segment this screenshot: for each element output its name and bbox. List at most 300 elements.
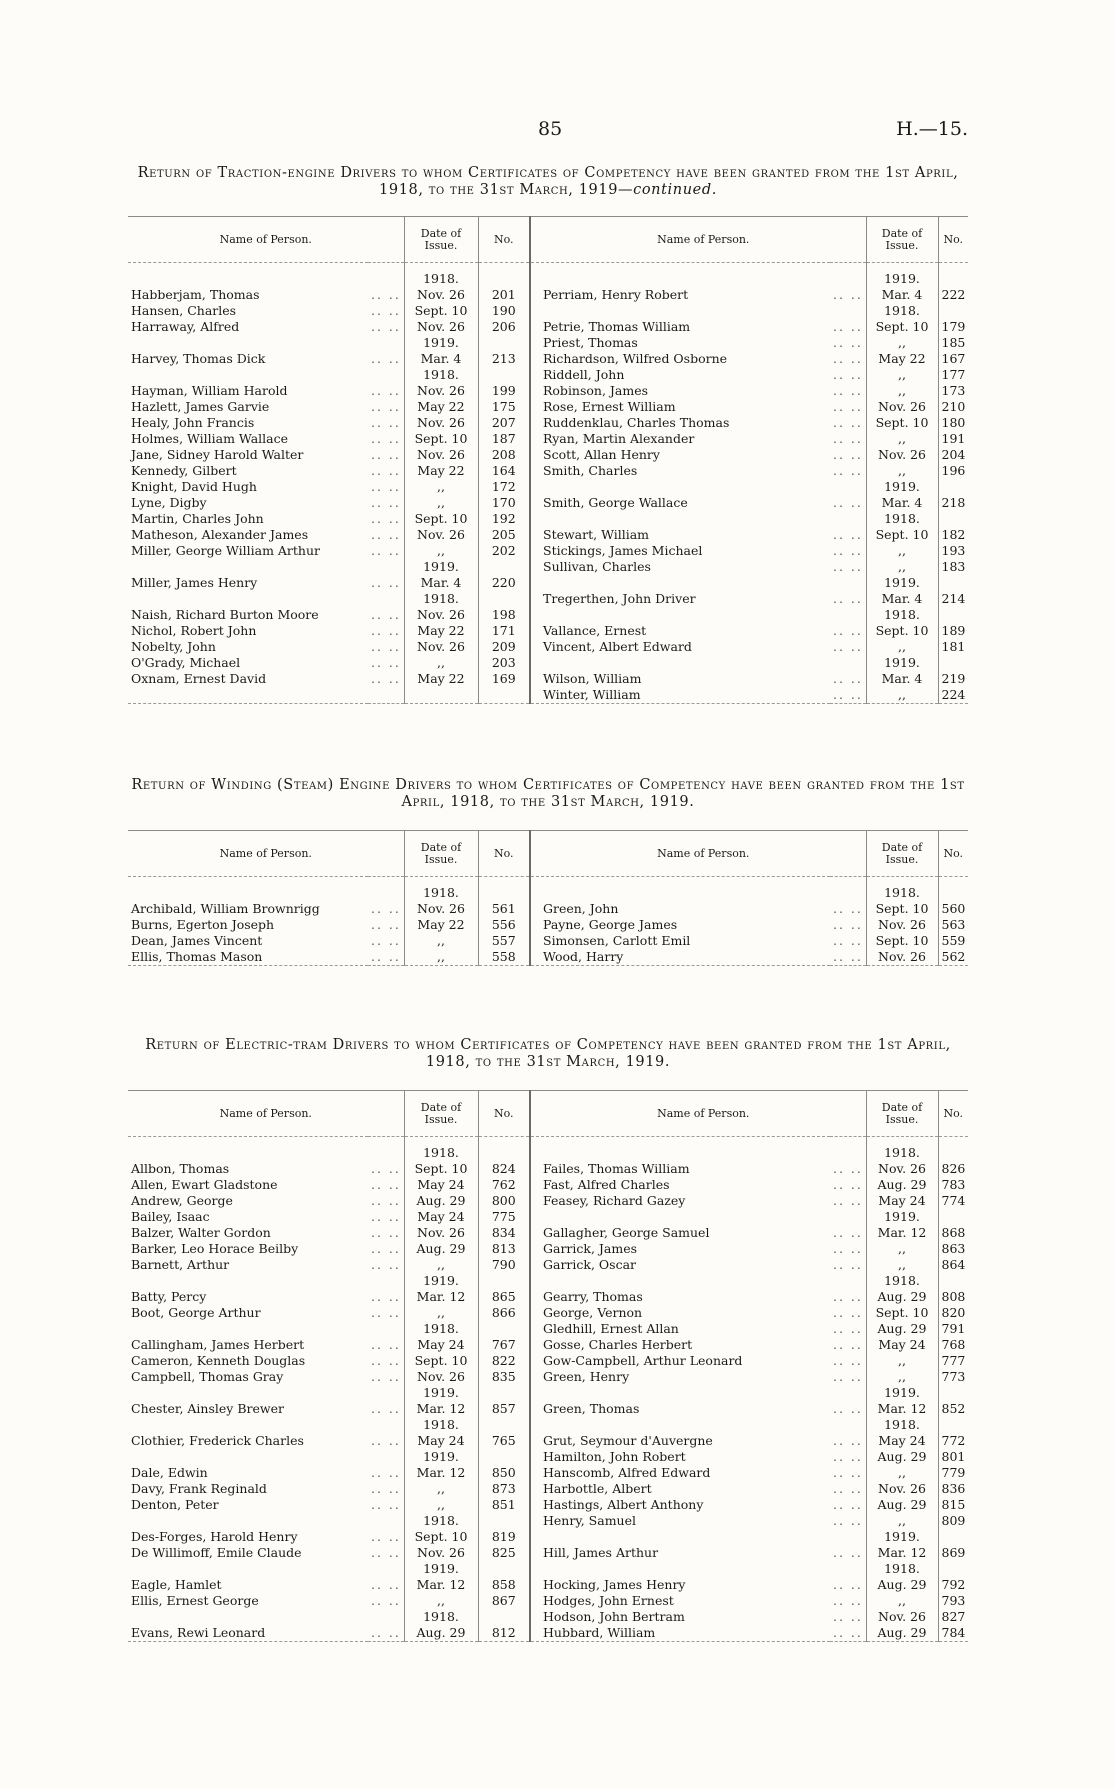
right-date-of-issue: Nov. 26: [866, 1609, 938, 1625]
left-certificate-no: 170: [478, 495, 530, 511]
right-leader-dots: .. ..: [833, 319, 863, 334]
left-certificate-no: [478, 1145, 530, 1161]
left-leader-dots: [368, 367, 404, 383]
table-row: [128, 1321, 968, 1337]
right-certificate-no: 182: [938, 527, 968, 543]
column-header-name: Name of Person.: [530, 831, 866, 877]
left-leader-dots: .. ..: [371, 1577, 401, 1592]
left-leader-dots: .. ..: [371, 431, 401, 446]
left-date-of-issue: Nov. 26: [404, 607, 478, 623]
right-leader-dots: .. ..: [833, 287, 863, 302]
traction-engine-drivers-table: [128, 216, 968, 704]
right-certificate-no: 193: [938, 543, 968, 559]
left-certificate-no: [478, 335, 530, 351]
right-date-of-issue: Aug. 29: [866, 1177, 938, 1193]
section-title-electric-tram: [128, 1037, 968, 1071]
right-leader-dots: .. ..: [833, 415, 863, 430]
right-leader-dots: .. ..: [833, 1305, 863, 1320]
right-date-of-issue: 1918.: [866, 1561, 938, 1577]
left-leader-dots: .. ..: [371, 1305, 401, 1320]
table-row: [128, 1177, 968, 1193]
table-row: [128, 479, 968, 495]
right-certificate-no: [938, 655, 968, 671]
spacer-cell: [938, 263, 968, 272]
left-certificate-no: 171: [478, 623, 530, 639]
right-person-name: Hocking, James Henry: [530, 1577, 830, 1593]
left-date-of-issue: Sept. 10: [404, 1161, 478, 1177]
table-row: [128, 463, 968, 479]
right-certificate-no: [938, 271, 968, 287]
right-certificate-no: 783: [938, 1177, 968, 1193]
left-person-name: [128, 559, 368, 575]
right-person-name: Hodson, John Bertram: [530, 1609, 830, 1625]
page-number: 85: [538, 118, 563, 140]
left-leader-dots: .. ..: [371, 1593, 401, 1608]
table-row: [128, 1593, 968, 1609]
right-certificate-no: 792: [938, 1577, 968, 1593]
right-certificate-no: 204: [938, 447, 968, 463]
right-leader-dots: .. ..: [833, 1513, 863, 1528]
right-person-name: [530, 655, 830, 671]
table-row: [128, 1305, 968, 1321]
right-person-name: [530, 1417, 830, 1433]
left-person-name: Des-Forges, Harold Henry: [131, 1529, 298, 1544]
table-row: [128, 511, 968, 527]
page-header: [0, 118, 1114, 142]
right-date-of-issue: ,,: [866, 367, 938, 383]
left-certificate-no: [478, 1321, 530, 1337]
left-date-of-issue: Nov. 26: [404, 1369, 478, 1385]
left-person-name: Matheson, Alexander James: [131, 527, 309, 542]
table-row: [128, 527, 968, 543]
right-date-of-issue: 1918.: [866, 607, 938, 623]
right-leader-dots: .. ..: [833, 495, 863, 510]
spacer-cell: [938, 1137, 968, 1146]
right-date-of-issue: Mar. 12: [866, 1545, 938, 1561]
table-row: [128, 575, 968, 591]
right-person-name: Grut, Seymour d'Auvergne: [530, 1433, 830, 1449]
left-certificate-no: 557: [478, 933, 530, 949]
left-person-name: Miller, James Henry: [131, 575, 258, 590]
table-row: [128, 319, 968, 335]
right-leader-dots: .. ..: [833, 1577, 863, 1592]
table-row: [128, 607, 968, 623]
right-leader-dots: .. ..: [833, 1369, 863, 1384]
left-certificate-no: 762: [478, 1177, 530, 1193]
left-person-name: Allen, Ewart Gladstone: [131, 1177, 278, 1192]
right-leader-dots: .. ..: [833, 1497, 863, 1512]
right-certificate-no: [938, 1417, 968, 1433]
left-certificate-no: 205: [478, 527, 530, 543]
left-certificate-no: 561: [478, 901, 530, 917]
left-date-of-issue: Nov. 26: [404, 287, 478, 303]
spacer-cell: [530, 877, 830, 886]
right-leader-dots: .. ..: [833, 543, 863, 558]
right-person-name: Wood, Harry: [530, 949, 830, 966]
right-date-of-issue: Sept. 10: [866, 623, 938, 639]
right-certificate-no: 777: [938, 1353, 968, 1369]
left-person-name: [128, 1273, 368, 1289]
right-date-of-issue: Sept. 10: [866, 1305, 938, 1321]
left-certificate-no: [478, 367, 530, 383]
right-certificate-no: [938, 1529, 968, 1545]
right-person-name: Fast, Alfred Charles: [530, 1177, 830, 1193]
right-person-name: Gow-Campbell, Arthur Leonard: [530, 1353, 830, 1369]
left-leader-dots: [368, 591, 404, 607]
left-certificate-no: 819: [478, 1529, 530, 1545]
right-date-of-issue: ,,: [866, 1513, 938, 1529]
right-person-name: Ryan, Martin Alexander: [530, 431, 830, 447]
right-date-of-issue: Mar. 12: [866, 1401, 938, 1417]
spacer-cell: [866, 877, 938, 886]
left-leader-dots: .. ..: [371, 933, 401, 948]
right-person-name: Hodges, John Ernest: [530, 1593, 830, 1609]
table-row: [128, 431, 968, 447]
right-certificate-no: 219: [938, 671, 968, 687]
table-row: [128, 1609, 968, 1625]
left-certificate-no: 851: [478, 1497, 530, 1513]
left-certificate-no: 175: [478, 399, 530, 415]
left-certificate-no: 199: [478, 383, 530, 399]
right-date-of-issue: Mar. 12: [866, 1225, 938, 1241]
left-leader-dots: .. ..: [371, 575, 401, 590]
right-date-of-issue: 1919.: [866, 1529, 938, 1545]
section-title-text: Return of Electric-tram Drivers to whom Certificates of Competency have been granted from the 1st April, 1918, to the 31st March, 1919.: [145, 1037, 951, 1070]
right-date-of-issue: Sept. 10: [866, 527, 938, 543]
left-leader-dots: [368, 1449, 404, 1465]
right-leader-dots: [830, 885, 866, 901]
right-date-of-issue: ,,: [866, 639, 938, 655]
right-person-name: [530, 511, 830, 527]
right-date-of-issue: 1919.: [866, 271, 938, 287]
left-certificate-no: 824: [478, 1161, 530, 1177]
table-row: [128, 1161, 968, 1177]
right-date-of-issue: 1919.: [866, 1209, 938, 1225]
right-leader-dots: .. ..: [833, 1289, 863, 1304]
left-date-of-issue: May 22: [404, 671, 478, 687]
left-certificate-no: 556: [478, 917, 530, 933]
right-date-of-issue: Nov. 26: [866, 1481, 938, 1497]
left-person-name: Hansen, Charles: [131, 303, 237, 318]
right-date-of-issue: May 24: [866, 1433, 938, 1449]
table-row: [128, 1257, 968, 1273]
left-leader-dots: .. ..: [371, 303, 401, 318]
right-person-name: [530, 1385, 830, 1401]
left-person-name: Chester, Ainsley Brewer: [131, 1401, 284, 1416]
left-date-of-issue: 1918.: [404, 885, 478, 901]
left-date-of-issue: May 22: [404, 463, 478, 479]
right-person-name: [530, 607, 830, 623]
right-date-of-issue: May 24: [866, 1337, 938, 1353]
left-leader-dots: .. ..: [371, 901, 401, 916]
right-person-name: Garrick, James: [530, 1241, 830, 1257]
left-person-name: Campbell, Thomas Gray: [131, 1369, 284, 1384]
right-date-of-issue: ,,: [866, 1465, 938, 1481]
left-date-of-issue: Nov. 26: [404, 639, 478, 655]
right-leader-dots: .. ..: [833, 351, 863, 366]
right-certificate-no: 179: [938, 319, 968, 335]
right-leader-dots: .. ..: [833, 1225, 863, 1240]
left-person-name: Oxnam, Ernest David: [131, 671, 267, 686]
table-row: [128, 639, 968, 655]
left-certificate-no: 800: [478, 1193, 530, 1209]
right-certificate-no: 181: [938, 639, 968, 655]
left-leader-dots: .. ..: [371, 1225, 401, 1240]
left-date-of-issue: Aug. 29: [404, 1625, 478, 1642]
right-date-of-issue: 1918.: [866, 303, 938, 319]
column-header-no: No.: [478, 1091, 530, 1137]
right-person-name: [530, 1273, 830, 1289]
table-row: [128, 1289, 968, 1305]
left-leader-dots: .. ..: [371, 623, 401, 638]
left-leader-dots: .. ..: [371, 351, 401, 366]
left-person-name: Healy, John Francis: [131, 415, 255, 430]
left-date-of-issue: Mar. 12: [404, 1289, 478, 1305]
table-row: [128, 1353, 968, 1369]
right-person-name: Hubbard, William: [530, 1625, 830, 1642]
right-date-of-issue: 1918.: [866, 1417, 938, 1433]
left-person-name: Ellis, Thomas Mason: [128, 949, 368, 966]
right-leader-dots: .. ..: [833, 917, 863, 932]
right-certificate-no: 173: [938, 383, 968, 399]
left-certificate-no: [478, 1273, 530, 1289]
right-certificate-no: [938, 1561, 968, 1577]
left-leader-dots: .. ..: [371, 1481, 401, 1496]
right-leader-dots: .. ..: [833, 1257, 863, 1272]
right-leader-dots: .. ..: [833, 1353, 863, 1368]
right-leader-dots: .. ..: [833, 1545, 863, 1560]
right-leader-dots: [830, 1561, 866, 1577]
left-leader-dots: .. ..: [371, 495, 401, 510]
left-date-of-issue: ,,: [404, 933, 478, 949]
right-person-name: Perriam, Henry Robert: [530, 287, 830, 303]
right-leader-dots: .. ..: [833, 1177, 863, 1192]
left-date-of-issue: Sept. 10: [404, 303, 478, 319]
left-certificate-no: [478, 1561, 530, 1577]
right-leader-dots: [830, 303, 866, 319]
left-leader-dots: .. ..: [371, 1465, 401, 1480]
right-date-of-issue: 1919.: [866, 479, 938, 495]
right-leader-dots: .. ..: [833, 1337, 863, 1352]
right-person-name: Tregerthen, John Driver: [530, 591, 830, 607]
table-row: [128, 1513, 968, 1529]
table-row: [128, 495, 968, 511]
right-leader-dots: .. ..: [830, 949, 866, 966]
right-person-name: Hastings, Albert Anthony: [530, 1497, 830, 1513]
left-date-of-issue: 1919.: [404, 335, 478, 351]
left-certificate-no: 220: [478, 575, 530, 591]
left-leader-dots: [368, 335, 404, 351]
table-row: [128, 399, 968, 415]
right-leader-dots: [830, 575, 866, 591]
right-date-of-issue: Aug. 29: [866, 1625, 938, 1642]
left-leader-dots: .. ..: [371, 1369, 401, 1384]
right-person-name: Harbottle, Albert: [530, 1481, 830, 1497]
section-title-continued: continued.: [633, 182, 717, 198]
right-leader-dots: [830, 511, 866, 527]
right-certificate-no: [938, 885, 968, 901]
left-certificate-no: 558: [478, 949, 530, 966]
left-person-name: Barnett, Arthur: [131, 1257, 230, 1272]
left-leader-dots: [368, 1513, 404, 1529]
right-person-name: Payne, George James: [530, 917, 830, 933]
right-person-name: Gearry, Thomas: [530, 1289, 830, 1305]
spacer-cell: [368, 1137, 404, 1146]
right-certificate-no: 801: [938, 1449, 968, 1465]
right-leader-dots: .. ..: [833, 639, 863, 654]
left-person-name: Balzer, Walter Gordon: [131, 1225, 271, 1240]
right-date-of-issue: Mar. 4: [866, 495, 938, 511]
left-leader-dots: .. ..: [371, 447, 401, 462]
left-leader-dots: .. ..: [371, 1289, 401, 1304]
right-leader-dots: .. ..: [833, 463, 863, 478]
right-certificate-no: [938, 1145, 968, 1161]
table-row: [128, 1241, 968, 1257]
column-header-date: Date of Issue.: [404, 831, 478, 877]
table-row: [128, 1545, 968, 1561]
right-certificate-no: [938, 511, 968, 527]
right-leader-dots: .. ..: [833, 1449, 863, 1464]
left-leader-dots: .. ..: [371, 415, 401, 430]
right-person-name: [530, 575, 830, 591]
left-certificate-no: 858: [478, 1577, 530, 1593]
left-date-of-issue: ,,: [404, 479, 478, 495]
table-row: [128, 623, 968, 639]
left-leader-dots: .. ..: [371, 1433, 401, 1448]
right-person-name: Simonsen, Carlott Emil: [530, 933, 830, 949]
left-leader-dots: .. ..: [371, 655, 401, 670]
right-person-name: Rose, Ernest William: [530, 399, 830, 415]
right-date-of-issue: Aug. 29: [866, 1449, 938, 1465]
spacer-cell: [530, 1137, 830, 1146]
left-person-name: De Willimoff, Emile Claude: [131, 1545, 302, 1560]
left-date-of-issue: 1918.: [404, 1417, 478, 1433]
left-date-of-issue: Sept. 10: [404, 431, 478, 447]
left-person-name: [128, 1561, 368, 1577]
right-date-of-issue: Sept. 10: [866, 933, 938, 949]
header-row: [128, 1091, 968, 1137]
right-person-name: Garrick, Oscar: [530, 1257, 830, 1273]
right-person-name: Petrie, Thomas William: [530, 319, 830, 335]
right-person-name: Robinson, James: [530, 383, 830, 399]
left-date-of-issue: 1919.: [404, 1273, 478, 1289]
column-header-name: Name of Person.: [128, 217, 404, 263]
right-date-of-issue: Aug. 29: [866, 1321, 938, 1337]
left-leader-dots: [368, 1417, 404, 1433]
left-leader-dots: .. ..: [371, 1337, 401, 1352]
right-person-name: Henry, Samuel: [530, 1513, 830, 1529]
column-header-name: Name of Person.: [128, 1091, 404, 1137]
right-certificate-no: 224: [938, 687, 968, 704]
right-certificate-no: 774: [938, 1193, 968, 1209]
right-leader-dots: [830, 1273, 866, 1289]
left-certificate-no: 812: [478, 1625, 530, 1642]
right-date-of-issue: 1919.: [866, 655, 938, 671]
left-person-name: Boot, George Arthur: [131, 1305, 261, 1320]
left-date-of-issue: Nov. 26: [404, 415, 478, 431]
right-date-of-issue: ,,: [866, 463, 938, 479]
left-date-of-issue: Nov. 26: [404, 1545, 478, 1561]
left-certificate-no: 192: [478, 511, 530, 527]
table-row: [128, 351, 968, 367]
right-date-of-issue: 1918.: [866, 885, 938, 901]
right-person-name: [530, 1209, 830, 1225]
column-header-date: Date of Issue.: [866, 217, 938, 263]
left-person-name: Martin, Charles John: [131, 511, 264, 526]
left-certificate-no: [478, 1385, 530, 1401]
table-row: [128, 1625, 968, 1642]
right-certificate-no: 214: [938, 591, 968, 607]
right-certificate-no: 560: [938, 901, 968, 917]
table-row: [128, 1209, 968, 1225]
right-person-name: Smith, George Wallace: [530, 495, 830, 511]
right-person-name: Sullivan, Charles: [530, 559, 830, 575]
left-leader-dots: .. ..: [371, 1401, 401, 1416]
left-certificate-no: 857: [478, 1401, 530, 1417]
spacer-cell: [128, 263, 368, 272]
left-person-name: Miller, George William Arthur: [131, 543, 320, 558]
column-header-no: No.: [478, 831, 530, 877]
right-person-name: Green, John: [530, 901, 830, 917]
left-person-name: Evans, Rewi Leonard: [128, 1625, 368, 1642]
spacer-cell: [478, 263, 530, 272]
left-certificate-no: [478, 271, 530, 287]
left-certificate-no: 822: [478, 1353, 530, 1369]
left-date-of-issue: Mar. 4: [404, 351, 478, 367]
left-leader-dots: [368, 1145, 404, 1161]
right-date-of-issue: ,,: [866, 431, 938, 447]
left-leader-dots: .. ..: [371, 383, 401, 398]
right-leader-dots: .. ..: [833, 591, 863, 606]
spacer-cell: [478, 1137, 530, 1146]
left-person-name: Andrew, George: [131, 1193, 233, 1208]
right-date-of-issue: ,,: [866, 383, 938, 399]
left-leader-dots: .. ..: [371, 463, 401, 478]
left-date-of-issue: Mar. 12: [404, 1577, 478, 1593]
left-date-of-issue: May 22: [404, 623, 478, 639]
right-person-name: Ruddenklau, Charles Thomas: [530, 415, 830, 431]
right-person-name: Hill, James Arthur: [530, 1545, 830, 1561]
table-row: [128, 303, 968, 319]
table-row: [128, 591, 968, 607]
right-leader-dots: .. ..: [833, 1609, 863, 1624]
right-person-name: Richardson, Wilfred Osborne: [530, 351, 830, 367]
left-certificate-no: 208: [478, 447, 530, 463]
right-date-of-issue: 1919.: [866, 575, 938, 591]
left-leader-dots: .. ..: [371, 671, 401, 686]
right-leader-dots: .. ..: [833, 671, 863, 686]
table-row: [128, 559, 968, 575]
table-row: [128, 1433, 968, 1449]
winding-engine-drivers-table: [128, 830, 968, 966]
right-leader-dots: .. ..: [833, 901, 863, 916]
right-leader-dots: [830, 479, 866, 495]
left-person-name: Allbon, Thomas: [131, 1161, 230, 1176]
left-certificate-no: 202: [478, 543, 530, 559]
spacer-cell: [404, 1137, 478, 1146]
column-header-date: Date of Issue.: [404, 1091, 478, 1137]
spacer-cell: [478, 877, 530, 886]
left-certificate-no: [478, 1609, 530, 1625]
right-person-name: [530, 303, 830, 319]
right-person-name: Wilson, William: [530, 671, 830, 687]
left-certificate-no: 198: [478, 607, 530, 623]
right-certificate-no: 210: [938, 399, 968, 415]
left-person-name: [128, 271, 368, 287]
spacer-cell: [830, 877, 866, 886]
right-person-name: [530, 479, 830, 495]
left-certificate-no: 850: [478, 1465, 530, 1481]
